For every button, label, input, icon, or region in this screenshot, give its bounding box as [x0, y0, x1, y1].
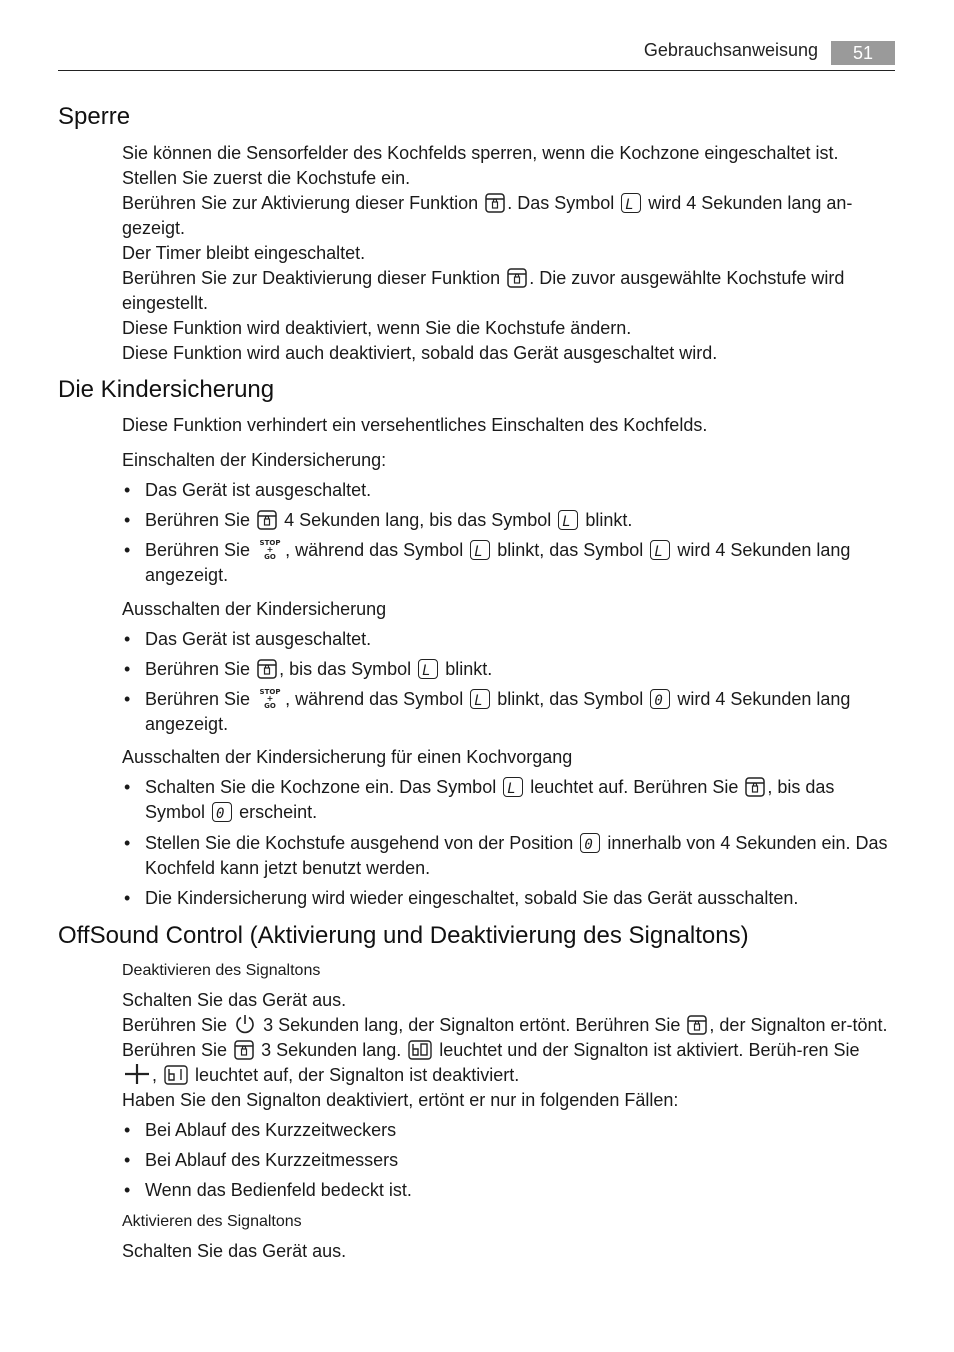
power-icon [234, 1013, 256, 1035]
subtitle-ausschalten: Ausschalten der Kindersicherung [122, 599, 387, 619]
section-title-offsound: OffSound Control (Aktivierung und Deaktivierung des Signaltons) [58, 922, 749, 949]
lock-symbol-icon [470, 689, 490, 709]
text: blinkt. [445, 659, 493, 679]
text: Stellen Sie zuerst die Kochstufe ein. [122, 168, 411, 188]
stop-go-icon [257, 687, 283, 709]
text: Berühren Sie zur Aktivierung dieser Funktion [122, 193, 479, 213]
page-number: 51 [831, 41, 895, 65]
section-title-sperre: Sperre [58, 103, 131, 130]
lock-symbol-icon [503, 777, 523, 797]
list-item [122, 508, 892, 533]
text: Das Gerät ist ausgeschaltet. [145, 629, 372, 649]
lock-symbol-icon [621, 193, 641, 213]
text: leuchtet auf. Berühren Sie [530, 777, 739, 797]
stop-go-icon [257, 538, 283, 560]
list-item [122, 478, 892, 503]
subtitle-kochvorgang: Ausschalten der Kindersicherung für einen Kochvorgang [122, 747, 573, 767]
text: Wenn das Bedienfeld bedeckt ist. [145, 1180, 412, 1200]
list-item [122, 1148, 892, 1173]
text: Der Timer bleibt eingeschaltet. [122, 243, 366, 263]
text: blinkt, das Symbol [497, 689, 644, 709]
text: Bei Ablauf des Kurzzeitmessers [145, 1150, 399, 1170]
list-kochvorgang [122, 775, 892, 911]
list-item [122, 538, 892, 588]
text: wird 4 Sekunden lang angezeigt. [145, 689, 851, 734]
text: erscheint. [239, 802, 318, 822]
text: , bis das Symbol [279, 659, 412, 679]
text: wird 4 Sekunden lang angezeigt. [145, 540, 851, 585]
zero-symbol-icon [580, 833, 600, 853]
subtitle-einschalten: Einschalten der Kindersicherung: [122, 450, 387, 470]
subtitle-aktivieren: Aktivieren des Signaltons [122, 1213, 302, 1230]
list-item [122, 687, 892, 737]
text: Berühren Sie [145, 540, 251, 560]
text: , während das Symbol [285, 540, 464, 560]
text: , [152, 1065, 158, 1085]
svg-text:STOP: STOP [259, 539, 281, 547]
list-ausschalten [122, 627, 892, 737]
text: Berühren Sie [122, 1015, 228, 1035]
list-item [122, 627, 892, 652]
sperre-body [122, 141, 892, 366]
list-item [122, 831, 892, 881]
text: Berühren Sie [145, 689, 251, 709]
list-signalton [122, 1118, 892, 1203]
lock-symbol-icon [558, 510, 578, 530]
text: , bis das Symbol [145, 777, 835, 822]
svg-text:STOP: STOP [259, 688, 281, 696]
display-b1-icon [164, 1065, 188, 1085]
list-einschalten [122, 478, 892, 588]
text: Die Kindersicherung wird wieder eingeschaltet, sobald Sie das Gerät ausschalten. [145, 888, 799, 908]
text: 3 Sekunden lang. [261, 1040, 402, 1060]
lock-symbol-icon [470, 540, 490, 560]
text: blinkt, das Symbol [497, 540, 644, 560]
text: Bei Ablauf des Kurzzeitweckers [145, 1120, 397, 1140]
text: leuchtet auf, der Signalton ist deaktiviert. [195, 1065, 520, 1085]
text: wird 4 Sekunden lang an-gezeigt. [122, 193, 853, 238]
zero-symbol-icon [212, 802, 232, 822]
text: 3 Sekunden lang, der Signalton ertönt. Berühren Sie [263, 1015, 681, 1035]
text: Schalten Sie die Kochzone ein. Das Symbol [145, 777, 497, 797]
lock-key-icon [507, 268, 527, 288]
text: Berühren Sie zur Deaktivierung dieser Funktion [122, 268, 501, 288]
text: Das Gerät ist ausgeschaltet. [145, 480, 372, 500]
text: wenn die Kochzone eingeschaltet ist. [542, 143, 839, 163]
text: , während das Symbol [285, 689, 464, 709]
list-item [122, 657, 892, 682]
svg-text:GO: GO [264, 702, 276, 709]
kinder-intro: Diese Funktion verhindert ein versehentliches Einschalten des Kochfelds. [122, 415, 708, 435]
list-item [122, 1118, 892, 1143]
display-b0-icon [408, 1040, 432, 1060]
text: blinkt. [585, 510, 633, 530]
svg-text:GO: GO [264, 553, 276, 560]
text: Berühren Sie [145, 510, 251, 530]
text: Berühren Sie [145, 659, 251, 679]
text: innerhalb von 4 Sekunden ein. Das Kochfeld kann jetzt benutzt werden. [145, 833, 888, 878]
header-rule [58, 70, 895, 71]
text: Schalten Sie das Gerät aus. [122, 990, 347, 1010]
text: . Das Symbol [507, 193, 615, 213]
text: Diese Funktion wird auch deaktiviert, sobald das Gerät ausgeschaltet wird. [122, 343, 718, 363]
list-item [122, 886, 892, 911]
svg-text:+: + [266, 694, 274, 703]
subtitle-deaktivieren: Deaktivieren des Signaltons [122, 962, 321, 979]
text: , der Signalton er-tönt. Berühren Sie [122, 1015, 888, 1060]
svg-text:+: + [266, 545, 274, 554]
lock-key-icon [257, 510, 277, 530]
section-title-kindersicherung: Die Kindersicherung [58, 376, 275, 403]
list-item [122, 1178, 892, 1203]
lock-key-icon [257, 659, 277, 679]
text: 4 Sekunden lang, bis das Symbol [284, 510, 552, 530]
text: Diese Funktion wird deaktiviert, wenn Sie die Kochstufe ändern. [122, 318, 632, 338]
lock-key-icon [234, 1040, 254, 1060]
offsound-body [122, 988, 892, 1113]
lock-symbol-icon [418, 659, 438, 679]
lock-key-icon [745, 777, 765, 797]
text: Sie können die Sensorfelder des Kochfelds sperren, [122, 143, 543, 163]
text: . Die zuvor ausgewählte Kochstufe wird eingestellt. [122, 268, 845, 313]
lock-key-icon [485, 193, 505, 213]
aktivieren-body: Schalten Sie das Gerät aus. [122, 1241, 347, 1261]
lock-symbol-icon [650, 540, 670, 560]
plus-icon [124, 1063, 150, 1085]
lock-key-icon [687, 1015, 707, 1035]
zero-symbol-icon [650, 689, 670, 709]
text: Stellen Sie die Kochstufe ausgehend von der Position [145, 833, 574, 853]
header-title: Gebrauchsanweisung [643, 40, 818, 60]
text: leuchtet und der Signalton ist aktiviert. Berüh-ren Sie [439, 1040, 860, 1060]
text: Haben Sie den Signalton deaktiviert, ertönt er nur in folgenden Fällen: [122, 1090, 679, 1110]
list-item [122, 775, 892, 825]
